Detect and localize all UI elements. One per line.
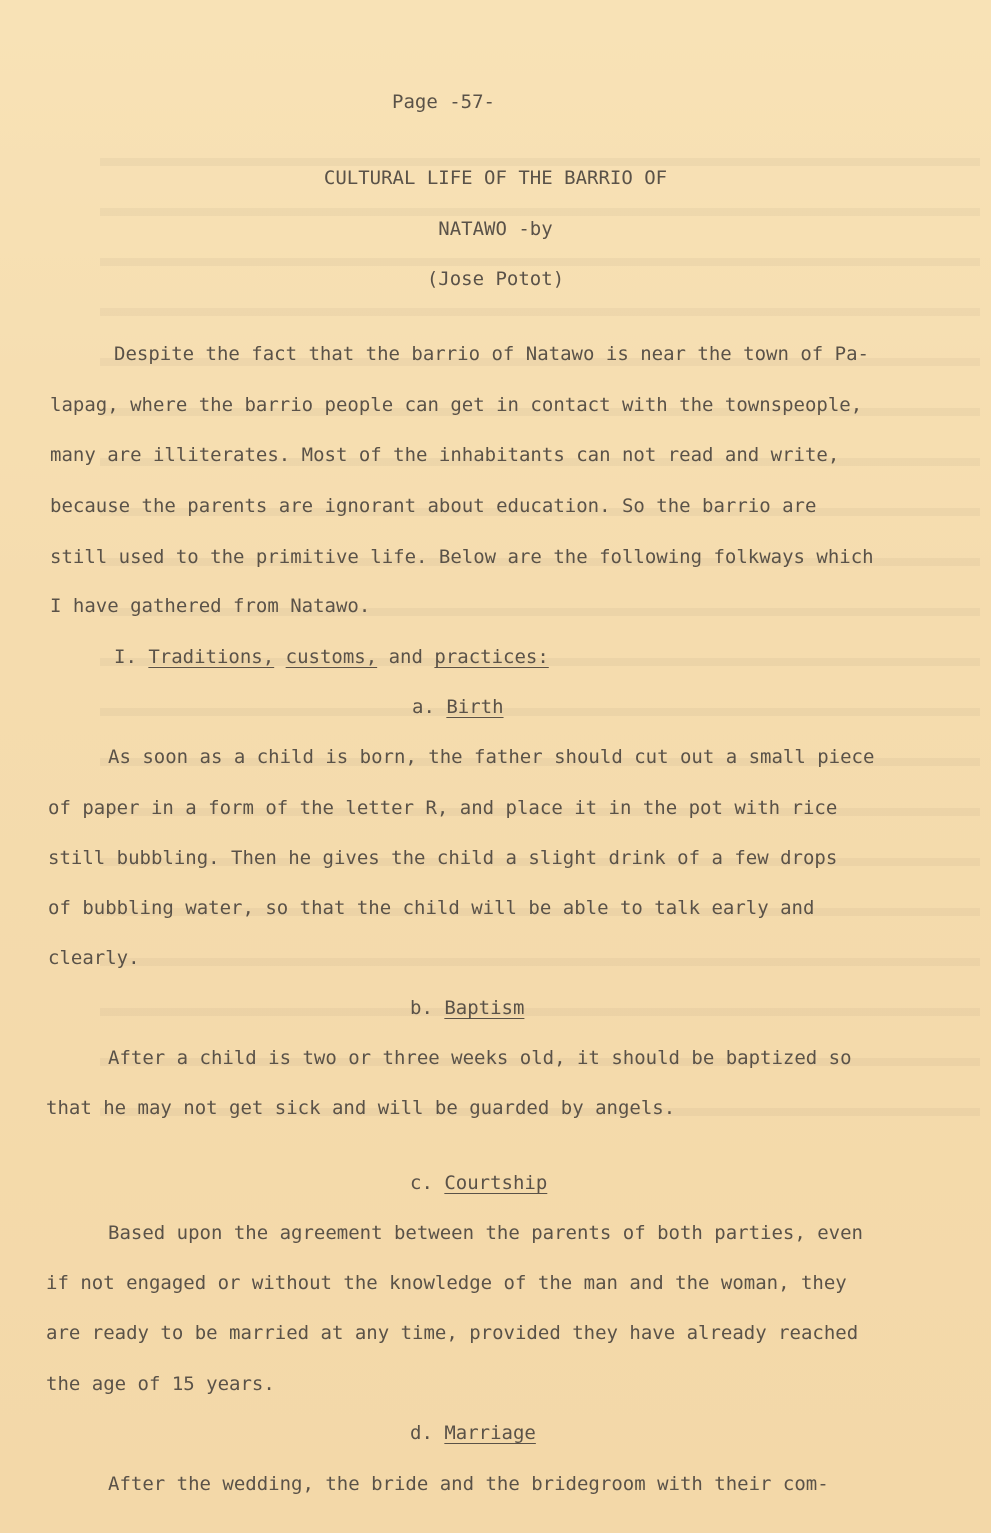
subheading-marriage	[410, 1421, 536, 1445]
subheading-letter: c.	[410, 1172, 433, 1194]
section-word-traditions: Traditions,	[148, 646, 275, 668]
courtship-line: if not engaged or without the knowledge of the man and the woman, they	[46, 1272, 847, 1294]
section-heading	[114, 645, 549, 669]
courtship-line: Based upon the agreement between the parents of both parties, even	[108, 1222, 863, 1244]
marriage-line: After the wedding, the bride and the bridegroom with their com-	[108, 1473, 829, 1495]
page-number: Page -57-	[392, 91, 495, 113]
intro-line: still used to the primitive life. Below are the following folkways which	[50, 546, 874, 568]
birth-line: of paper in a form of the letter R, and place it in the pot with rice	[48, 797, 838, 819]
subheading-courtship	[410, 1171, 547, 1195]
document-subtitle: NATAWO -by	[438, 218, 553, 240]
subheading-birth	[412, 695, 504, 719]
birth-line: As soon as a child is born, the father should cut out a small piece	[108, 746, 875, 768]
baptism-line: that he may not get sick and will be guarded by angels.	[46, 1097, 676, 1119]
intro-line: I have gathered from Natawo.	[50, 595, 371, 617]
subheading-title: Marriage	[444, 1422, 536, 1444]
birth-line: of bubbling water, so that the child will be able to talk early and	[48, 897, 815, 919]
subheading-letter: b.	[410, 997, 433, 1019]
intro-line: many are illiterates. Most of the inhabitants can not read and write,	[50, 444, 840, 466]
intro-line: because the parents are ignorant about education. So the barrio are	[50, 495, 817, 517]
courtship-line: are ready to be married at any time, provided they have already reached	[46, 1322, 859, 1344]
subheading-title: Birth	[446, 696, 504, 718]
baptism-line: After a child is two or three weeks old, it should be baptized so	[108, 1047, 852, 1069]
section-word-practices: practices:	[434, 646, 549, 668]
subheading-title: Baptism	[444, 997, 525, 1019]
section-word-customs: customs,	[285, 646, 378, 668]
subheading-letter: d.	[410, 1422, 433, 1444]
courtship-line: the age of 15 years.	[46, 1373, 275, 1395]
subheading-title: Courtship	[444, 1172, 548, 1194]
document-title: CULTURAL LIFE OF THE BARRIO OF	[323, 167, 668, 189]
subheading-letter: a.	[412, 696, 435, 718]
intro-line: Despite the fact that the barrio of Natawo is near the town of Pa-	[114, 343, 869, 365]
birth-line: clearly.	[48, 947, 140, 969]
birth-line: still bubbling. Then he gives the child a slight drink of a few drops	[48, 847, 838, 869]
document-author: (Jose Potot)	[426, 268, 565, 290]
intro-line: lapag, where the barrio people can get in contact with the townspeople,	[50, 394, 863, 416]
section-word-and: and	[388, 646, 423, 668]
subheading-baptism	[410, 996, 524, 1020]
section-numeral: I.	[114, 646, 137, 668]
